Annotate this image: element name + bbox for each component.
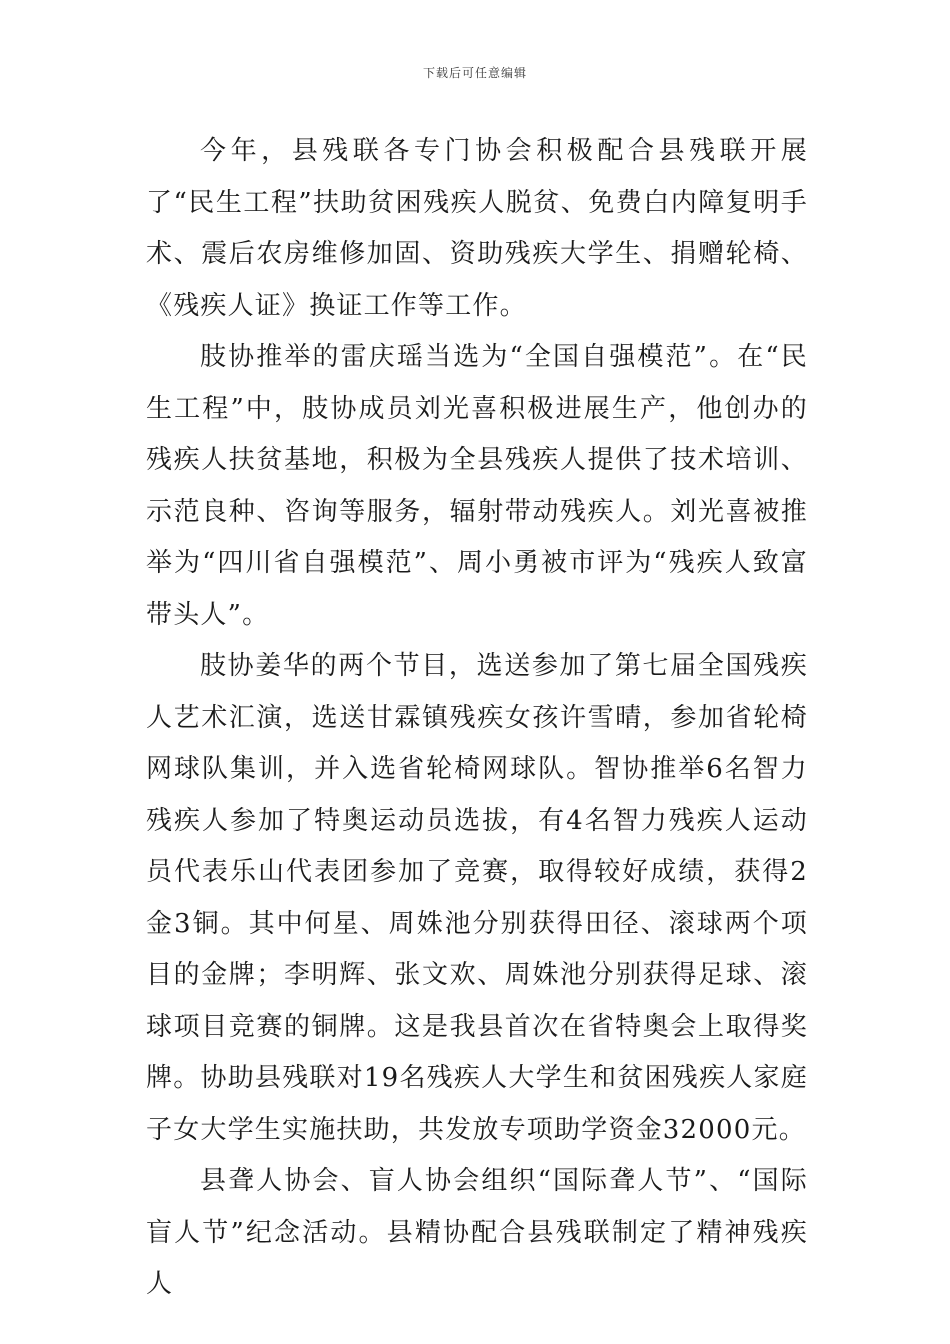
paragraph-3: 肢协姜华的两个节目，选送参加了第七届全国残疾人艺术汇演，选送甘霖镇残疾女孩许雪晴，参加省轮椅网球队集训，并入选省轮椅网球队。智协推举6名智力残疾人参加了特奥运动员选拔，有4名智力残疾人运动员代表乐山代表团参加了竞赛，取得较好成绩，获得2金3铜。其中何星、周姝池分别获得田径、滚球两个项目的金牌；李明辉、张文欢、周姝池分别获得足球、滚球项目竞赛的铜牌。这是我县首次在省特奥会上取得奖牌。协助县残联对19名残疾人大学生和贫困残疾人家庭子女大学生实施扶助，共发放专项助学资金32000元。 [146,651,808,1145]
page-header-note: 下载后可任意编辑 [422,66,527,80]
paragraph-4: 县聋人协会、盲人协会组织“国际聋人节”、“国际盲人节”纪念活动。县精协配合县残联制定了精神残疾人 [146,1166,808,1299]
paragraph-2: 肢协推举的雷庆瑶当选为“全国自强模范”。在“民生工程”中，肢协成员刘光喜积极进展生产，他创办的残疾人扶贫基地，积极为全县残疾人提供了技术培训、示范良种、咨询等服务，辐射带动残疾人。刘光喜被推举为“四川省自强模范”、周小勇被市评为“残疾人致富带头人”。 [146,342,808,630]
document-body [146,126,808,1311]
paragraph-1: 今年，县残联各专门协会积极配合县残联开展了“民生工程”扶助贫困残疾人脱贫、免费白内障复明手术、震后农房维修加固、资助残疾大学生、捐赠轮椅、《残疾人证》换证工作等工作。 [146,136,808,321]
